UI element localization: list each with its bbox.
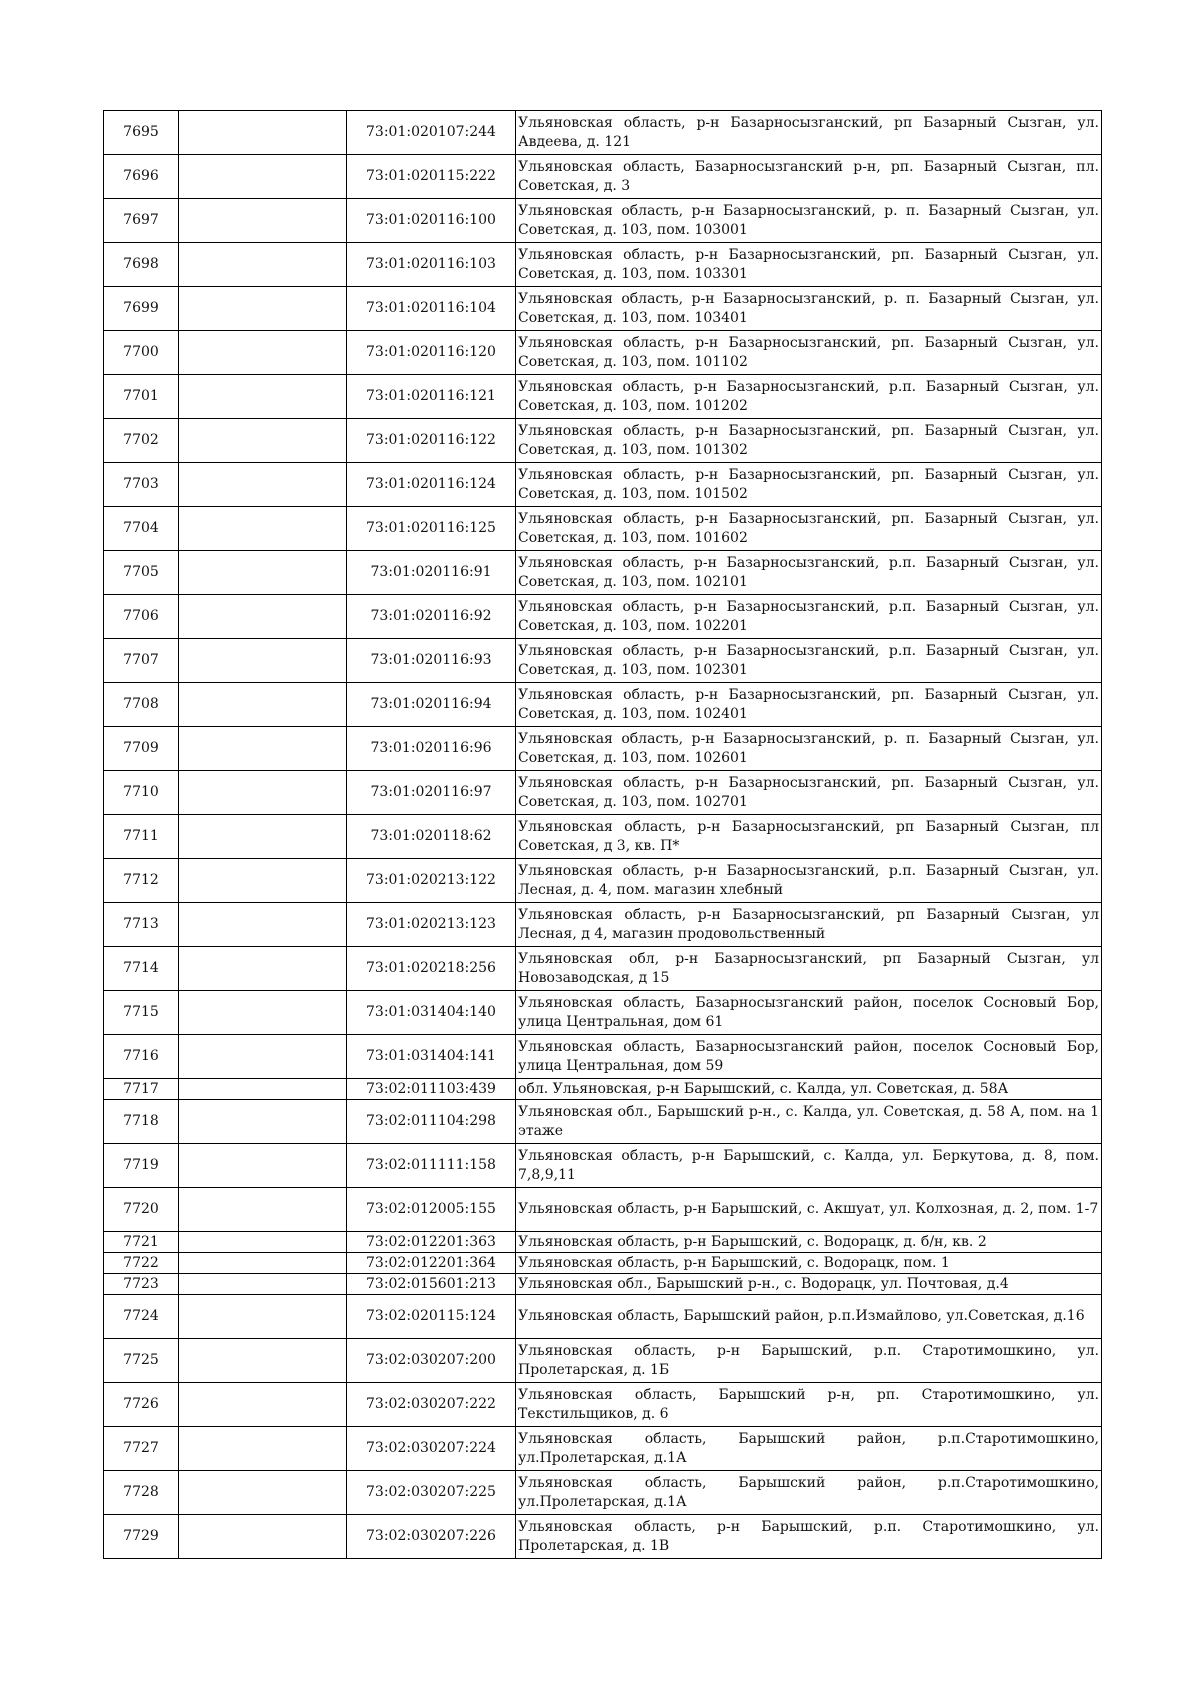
table-row <box>104 551 1102 595</box>
cadastral-number: 73:01:020116:94 <box>347 683 516 727</box>
table-row <box>104 1100 1102 1144</box>
owner-cell <box>179 1339 347 1383</box>
row-number: 7697 <box>104 199 179 243</box>
cadastral-number: 73:02:015601:213 <box>347 1274 516 1295</box>
cadastral-number: 73:01:020115:222 <box>347 155 516 199</box>
registry-table <box>103 110 1102 1559</box>
address-cell: Ульяновская область, Базарносызганский район, поселок Сосновый Бор, улица Центральная, дом 61 <box>516 991 1102 1035</box>
cadastral-number: 73:01:020107:244 <box>347 111 516 155</box>
cadastral-number: 73:01:020116:121 <box>347 375 516 419</box>
cadastral-number: 73:02:030207:226 <box>347 1515 516 1559</box>
owner-cell <box>179 1188 347 1232</box>
address-cell: Ульяновская область, р-н Базарносызганский, р.п. Базарный Сызган, ул. Советская, д. 103, пом. 102101 <box>516 551 1102 595</box>
row-number: 7701 <box>104 375 179 419</box>
cadastral-number: 73:01:020116:124 <box>347 463 516 507</box>
row-number: 7719 <box>104 1144 179 1188</box>
owner-cell <box>179 1035 347 1079</box>
owner-cell <box>179 1295 347 1339</box>
row-number: 7705 <box>104 551 179 595</box>
cadastral-number: 73:02:011111:158 <box>347 1144 516 1188</box>
cadastral-number: 73:02:012201:363 <box>347 1232 516 1253</box>
table-row <box>104 155 1102 199</box>
table-row <box>104 1427 1102 1471</box>
address-cell: Ульяновская область, р-н Базарносызганский, р.п. Базарный Сызган, ул. Советская, д. 103, пом. 102201 <box>516 595 1102 639</box>
owner-cell <box>179 1253 347 1274</box>
table-row <box>104 507 1102 551</box>
cadastral-number: 73:02:030207:200 <box>347 1339 516 1383</box>
address-cell: Ульяновская область, р-н Базарносызганский, рп. Базарный Сызган, ул. Советская, д. 103, пом. 102701 <box>516 771 1102 815</box>
address-cell: Ульяновская область, р-н Барышский, с. Калда, ул. Беркутова, д. 8, пом. 7,8,9,11 <box>516 1144 1102 1188</box>
table-row <box>104 947 1102 991</box>
table-row <box>104 1144 1102 1188</box>
table-row <box>104 903 1102 947</box>
table-row <box>104 815 1102 859</box>
address-cell: Ульяновская область, р-н Барышский, р.п. Старотимошкино, ул. Пролетарская, д. 1В <box>516 1515 1102 1559</box>
owner-cell <box>179 419 347 463</box>
table-row <box>104 727 1102 771</box>
cadastral-number: 73:02:011104:298 <box>347 1100 516 1144</box>
owner-cell <box>179 1079 347 1100</box>
address-cell: Ульяновская область, р-н Базарносызганский, рп. Базарный Сызган, ул. Советская, д. 103, пом. 103301 <box>516 243 1102 287</box>
row-number: 7713 <box>104 903 179 947</box>
owner-cell <box>179 771 347 815</box>
table-row <box>104 1232 1102 1253</box>
owner-cell <box>179 1471 347 1515</box>
owner-cell <box>179 551 347 595</box>
table-row <box>104 243 1102 287</box>
owner-cell <box>179 287 347 331</box>
owner-cell <box>179 155 347 199</box>
cadastral-number: 73:01:020116:103 <box>347 243 516 287</box>
row-number: 7714 <box>104 947 179 991</box>
row-number: 7703 <box>104 463 179 507</box>
owner-cell <box>179 859 347 903</box>
owner-cell <box>179 727 347 771</box>
row-number: 7709 <box>104 727 179 771</box>
cadastral-number: 73:01:020213:123 <box>347 903 516 947</box>
owner-cell <box>179 199 347 243</box>
table-row <box>104 1339 1102 1383</box>
cadastral-number: 73:02:012201:364 <box>347 1253 516 1274</box>
address-cell: Ульяновская область, р-н Барышский, с. Акшуат, ул. Колхозная, д. 2, пом. 1-7 <box>516 1188 1102 1232</box>
table-row <box>104 1471 1102 1515</box>
row-number: 7698 <box>104 243 179 287</box>
address-cell: Ульяновская область, р-н Базарносызганский, рп. Базарный Сызган, ул. Советская, д. 103, пом. 102401 <box>516 683 1102 727</box>
address-cell: Ульяновская область, Базарносызганский район, поселок Сосновый Бор, улица Центральная, дом 59 <box>516 1035 1102 1079</box>
address-cell: Ульяновская область, р-н Базарносызганский, рп. Базарный Сызган, ул. Советская, д. 103, пом. 101502 <box>516 463 1102 507</box>
cadastral-number: 73:01:031404:140 <box>347 991 516 1035</box>
cadastral-number: 73:01:020116:93 <box>347 639 516 683</box>
address-cell: обл. Ульяновская, р-н Барышский, с. Калда, ул. Советская, д. 58А <box>516 1079 1102 1100</box>
cadastral-number: 73:01:020218:256 <box>347 947 516 991</box>
owner-cell <box>179 1232 347 1253</box>
address-cell: Ульяновская область, р-н Базарносызганский, р.п. Базарный Сызган, ул. Лесная, д. 4, пом. магазин хлебный <box>516 859 1102 903</box>
table-row <box>104 331 1102 375</box>
row-number: 7721 <box>104 1232 179 1253</box>
table-row <box>104 419 1102 463</box>
owner-cell <box>179 1274 347 1295</box>
cadastral-number: 73:01:020116:125 <box>347 507 516 551</box>
address-cell: Ульяновская область, р-н Барышский, р.п. Старотимошкино, ул. Пролетарская, д. 1Б <box>516 1339 1102 1383</box>
address-cell: Ульяновская область, р-н Барышский, с. Водорацк, пом. 1 <box>516 1253 1102 1274</box>
row-number: 7726 <box>104 1383 179 1427</box>
cadastral-number: 73:01:020116:122 <box>347 419 516 463</box>
address-cell: Ульяновская область, р-н Базарносызганский, р. п. Базарный Сызган, ул. Советская, д. 103, пом. 102601 <box>516 727 1102 771</box>
table-row <box>104 1274 1102 1295</box>
cadastral-number: 73:01:020116:120 <box>347 331 516 375</box>
table-row <box>104 771 1102 815</box>
cadastral-number: 73:01:020116:104 <box>347 287 516 331</box>
cadastral-number: 73:02:030207:225 <box>347 1471 516 1515</box>
cadastral-number: 73:01:020213:122 <box>347 859 516 903</box>
table-row <box>104 595 1102 639</box>
table-row <box>104 1253 1102 1274</box>
row-number: 7702 <box>104 419 179 463</box>
row-number: 7715 <box>104 991 179 1035</box>
cadastral-number: 73:02:030207:222 <box>347 1383 516 1427</box>
address-cell: Ульяновская область, р-н Базарносызганский, рп. Базарный Сызган, ул. Советская, д. 103, пом. 101102 <box>516 331 1102 375</box>
row-number: 7695 <box>104 111 179 155</box>
address-cell: Ульяновская область, р-н Базарносызганский, р.п. Базарный Сызган, ул. Советская, д. 103, пом. 101202 <box>516 375 1102 419</box>
address-cell: Ульяновская область, Барышский район, р.п.Измайлово, ул.Советская, д.16 <box>516 1295 1102 1339</box>
address-cell: Ульяновская область, Барышский р-н, рп. Старотимошкино, ул. Текстильщиков, д. 6 <box>516 1383 1102 1427</box>
owner-cell <box>179 243 347 287</box>
table-row <box>104 683 1102 727</box>
row-number: 7710 <box>104 771 179 815</box>
row-number: 7699 <box>104 287 179 331</box>
address-cell: Ульяновская область, р-н Базарносызганский, р. п. Базарный Сызган, ул. Советская, д. 103, пом. 103401 <box>516 287 1102 331</box>
table-row <box>104 859 1102 903</box>
owner-cell <box>179 1515 347 1559</box>
row-number: 7707 <box>104 639 179 683</box>
address-cell: Ульяновская область, р-н Базарносызганский, рп Базарный Сызган, ул. Авдеева, д. 121 <box>516 111 1102 155</box>
address-cell: Ульяновская область, р-н Базарносызганский, рп Базарный Сызган, пл Советская, д 3, кв. П* <box>516 815 1102 859</box>
row-number: 7696 <box>104 155 179 199</box>
row-number: 7711 <box>104 815 179 859</box>
address-cell: Ульяновская область, р-н Базарносызганский, р. п. Базарный Сызган, ул. Советская, д. 103, пом. 103001 <box>516 199 1102 243</box>
owner-cell <box>179 947 347 991</box>
owner-cell <box>179 815 347 859</box>
row-number: 7724 <box>104 1295 179 1339</box>
table-row <box>104 287 1102 331</box>
table-row <box>104 1515 1102 1559</box>
cadastral-number: 73:01:020116:96 <box>347 727 516 771</box>
cadastral-number: 73:01:020118:62 <box>347 815 516 859</box>
address-cell: Ульяновская область, р-н Базарносызганский, рп. Базарный Сызган, ул. Советская, д. 103, пом. 101602 <box>516 507 1102 551</box>
table-row <box>104 375 1102 419</box>
cadastral-number: 73:02:020115:124 <box>347 1295 516 1339</box>
table-row <box>104 1188 1102 1232</box>
owner-cell <box>179 991 347 1035</box>
address-cell: Ульяновская область, р-н Базарносызганский, рп Базарный Сызган, ул Лесная, д 4, магазин продовольственный <box>516 903 1102 947</box>
cadastral-number: 73:01:020116:97 <box>347 771 516 815</box>
row-number: 7727 <box>104 1427 179 1471</box>
owner-cell <box>179 639 347 683</box>
owner-cell <box>179 903 347 947</box>
cadastral-number: 73:02:012005:155 <box>347 1188 516 1232</box>
row-number: 7725 <box>104 1339 179 1383</box>
row-number: 7729 <box>104 1515 179 1559</box>
owner-cell <box>179 1427 347 1471</box>
owner-cell <box>179 1100 347 1144</box>
address-cell: Ульяновская область, Барышский район, р.п.Старотимошкино, ул.Пролетарская, д.1А <box>516 1471 1102 1515</box>
table-row <box>104 991 1102 1035</box>
table-row <box>104 639 1102 683</box>
table-row <box>104 199 1102 243</box>
table-row <box>104 1383 1102 1427</box>
row-number: 7722 <box>104 1253 179 1274</box>
row-number: 7723 <box>104 1274 179 1295</box>
address-cell: Ульяновская область, р-н Базарносызганский, р.п. Базарный Сызган, ул. Советская, д. 103, пом. 102301 <box>516 639 1102 683</box>
owner-cell <box>179 375 347 419</box>
row-number: 7708 <box>104 683 179 727</box>
address-cell: Ульяновская область, р-н Базарносызганский, рп. Базарный Сызган, ул. Советская, д. 103, пом. 101302 <box>516 419 1102 463</box>
row-number: 7704 <box>104 507 179 551</box>
owner-cell <box>179 111 347 155</box>
row-number: 7717 <box>104 1079 179 1100</box>
address-cell: Ульяновская область, Базарносызганский р-н, рп. Базарный Сызган, пл. Советская, д. 3 <box>516 155 1102 199</box>
address-cell: Ульяновская обл., Барышский р-н., с. Калда, ул. Советская, д. 58 А, пом. на 1 этаже <box>516 1100 1102 1144</box>
table-row <box>104 1079 1102 1100</box>
row-number: 7716 <box>104 1035 179 1079</box>
address-cell: Ульяновская область, Барышский район, р.п.Старотимошкино, ул.Пролетарская, д.1А <box>516 1427 1102 1471</box>
row-number: 7706 <box>104 595 179 639</box>
cadastral-number: 73:01:020116:100 <box>347 199 516 243</box>
row-number: 7720 <box>104 1188 179 1232</box>
owner-cell <box>179 507 347 551</box>
address-cell: Ульяновская обл, р-н Базарносызганский, рп Базарный Сызган, ул Новозаводская, д 15 <box>516 947 1102 991</box>
row-number: 7728 <box>104 1471 179 1515</box>
owner-cell <box>179 595 347 639</box>
table-row <box>104 1035 1102 1079</box>
cadastral-number: 73:01:020116:92 <box>347 595 516 639</box>
table-row <box>104 463 1102 507</box>
table-row <box>104 1295 1102 1339</box>
cadastral-number: 73:01:031404:141 <box>347 1035 516 1079</box>
address-cell: Ульяновская обл., Барышский р-н., с. Водорацк, ул. Почтовая, д.4 <box>516 1274 1102 1295</box>
table-row <box>104 111 1102 155</box>
cadastral-number: 73:02:011103:439 <box>347 1079 516 1100</box>
row-number: 7712 <box>104 859 179 903</box>
owner-cell <box>179 331 347 375</box>
cadastral-number: 73:02:030207:224 <box>347 1427 516 1471</box>
owner-cell <box>179 1383 347 1427</box>
owner-cell <box>179 683 347 727</box>
address-cell: Ульяновская область, р-н Барышский, с. Водорацк, д. б/н, кв. 2 <box>516 1232 1102 1253</box>
cadastral-number: 73:01:020116:91 <box>347 551 516 595</box>
owner-cell <box>179 1144 347 1188</box>
row-number: 7718 <box>104 1100 179 1144</box>
owner-cell <box>179 463 347 507</box>
row-number: 7700 <box>104 331 179 375</box>
registry-table-body <box>104 111 1102 1559</box>
